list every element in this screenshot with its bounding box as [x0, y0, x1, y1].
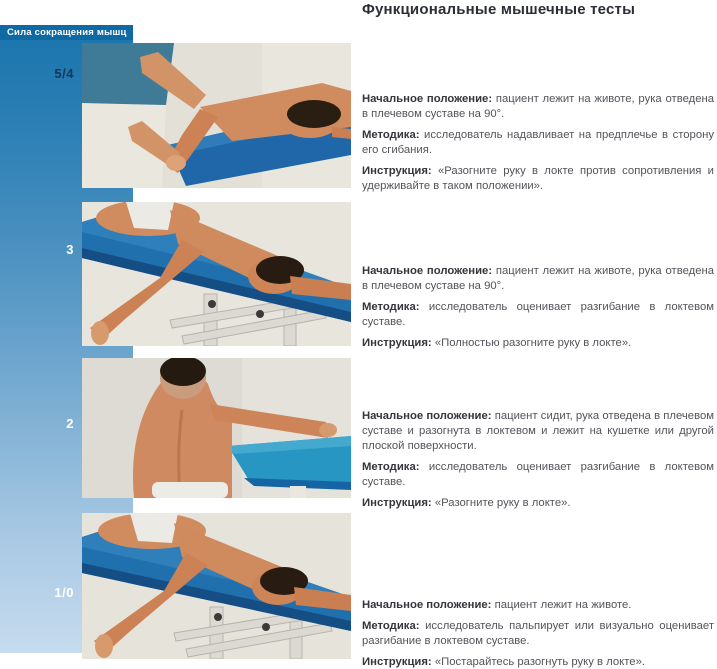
start-position-text: пациент лежит на животе. — [494, 599, 632, 611]
method-paragraph — [362, 300, 714, 330]
patient-hand — [91, 321, 109, 345]
method-paragraph — [362, 460, 714, 490]
test-description-grade-3 — [362, 264, 714, 357]
instruction-text: «Полностью разогните руку в локте». — [434, 337, 632, 349]
photo-test-grade-2 — [82, 358, 351, 498]
photo-test-grade-1-0 — [82, 513, 351, 659]
instruction-label: Инструкция: — [362, 656, 432, 668]
patient-briefs — [152, 482, 228, 498]
method-label: Методика: — [362, 129, 420, 141]
page-title: Функциональные мышечные тесты — [362, 1, 636, 18]
method-label: Методика: — [362, 461, 420, 473]
photo-test-grade-3 — [82, 202, 351, 346]
photo-test-grade-5-4 — [82, 43, 351, 188]
start-position-paragraph — [362, 409, 714, 454]
method-text: исследователь пальпирует или визуально оценивает разгибание в локтевом суставе. — [362, 620, 715, 647]
patient-hand — [319, 423, 337, 437]
instruction-label: Инструкция: — [362, 497, 432, 509]
start-position-text: пациент лежит на животе, рука отведена в плечевом суставе на 90°. — [362, 93, 714, 120]
start-position-label: Начальное положение: — [362, 265, 493, 277]
start-position-paragraph — [362, 598, 714, 613]
grade-label-2: 2 — [66, 416, 74, 431]
instruction-paragraph — [362, 164, 714, 194]
grade-panel-header: Сила сокращения мышц — [0, 25, 133, 40]
test-description-grade-1-0 — [362, 598, 714, 669]
test-description-grade-2 — [362, 409, 714, 517]
therapist-hand — [166, 155, 186, 171]
start-position-text: пациент сидит, рука отведена в плечевом суставе и разогнута в локтевом и лежит на кушетке или другой плоской поверхности. — [362, 410, 715, 452]
method-paragraph — [362, 619, 714, 649]
start-position-label: Начальное положение: — [362, 93, 493, 105]
start-position-label: Начальное положение: — [362, 599, 492, 611]
grade-label-5-4: 5/4 — [54, 66, 74, 81]
instruction-paragraph — [362, 336, 714, 351]
method-paragraph — [362, 128, 714, 158]
table-leg — [290, 486, 306, 498]
patient-head — [287, 100, 341, 128]
method-text: исследователь оценивает разгибание в локтевом суставе. — [362, 301, 715, 328]
instruction-label: Инструкция: — [362, 165, 432, 177]
grade-label-1-0: 1/0 — [54, 585, 74, 600]
start-position-label: Начальное положение: — [362, 410, 492, 422]
start-position-paragraph — [362, 264, 714, 294]
method-label: Методика: — [362, 301, 420, 313]
method-text: исследователь надавливает на предплечье в сторону его сгибания. — [362, 129, 715, 156]
method-text: исследователь оценивает разгибание в локтевом суставе. — [362, 461, 715, 488]
start-position-text: пациент лежит на животе, рука отведена в плечевом суставе на 90°. — [362, 265, 714, 292]
instruction-paragraph — [362, 655, 714, 669]
instruction-text: «Разогните руку в локте». — [434, 497, 571, 509]
start-position-paragraph — [362, 92, 714, 122]
instruction-text: «Постарайтесь разогнуть руку в локте». — [434, 656, 645, 668]
instruction-text: «Разогните руку в локте против сопротивления и удерживайте в таком положении». — [362, 165, 714, 192]
instruction-paragraph — [362, 496, 714, 511]
grade-label-3: 3 — [66, 242, 74, 257]
test-description-grade-5-4 — [362, 92, 714, 200]
method-label: Методика: — [362, 620, 420, 632]
instruction-label: Инструкция: — [362, 337, 432, 349]
patient-hand — [95, 634, 113, 658]
